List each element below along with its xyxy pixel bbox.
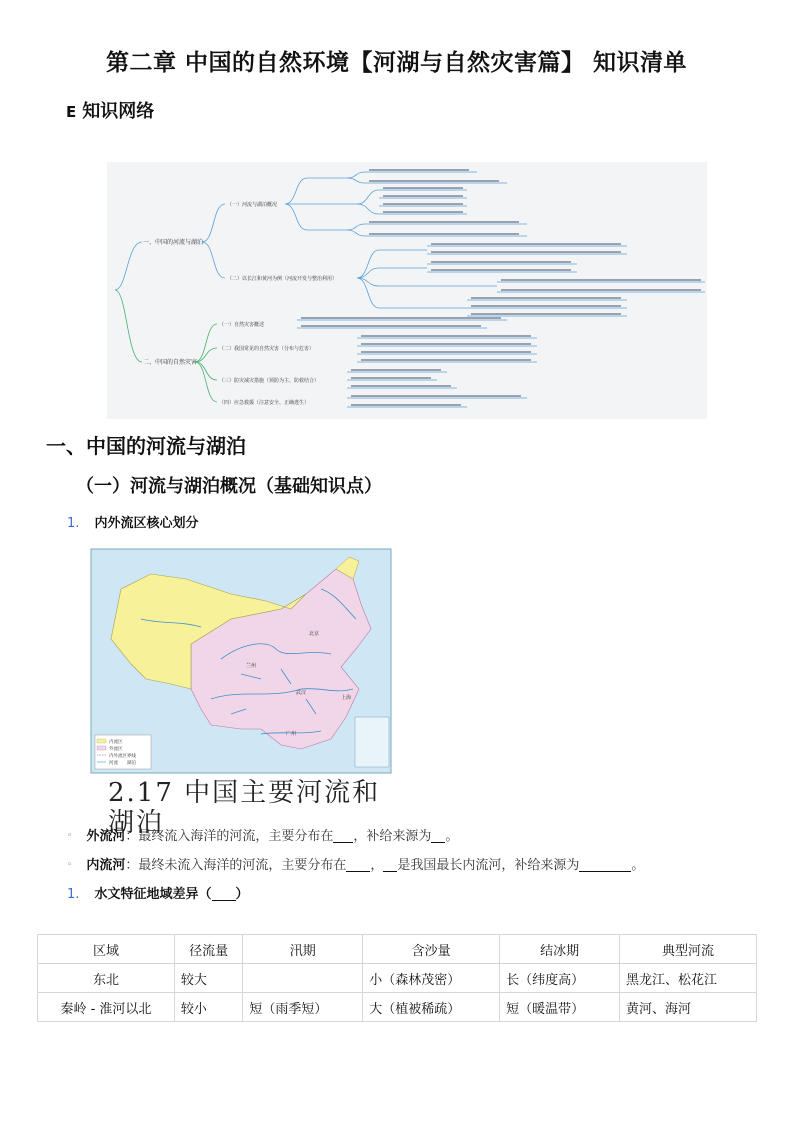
map-legend [95, 735, 151, 769]
subsection-heading: （一）河流与湖泊概况（基础知识点） [76, 476, 382, 497]
mindmap-sub-5: （三）防灾减灾措施（预防为主、防救结合） [219, 378, 320, 384]
blank [346, 857, 370, 872]
table-header: 典型河流 [619, 935, 756, 964]
bullet-dot-icon: ◦ [67, 831, 73, 841]
section-heading: 一、中国的河流与湖泊 [46, 434, 246, 458]
svg-text:兰州: 兰州 [246, 663, 257, 669]
list-item-2 [67, 883, 249, 902]
table-cell: 较大 [174, 964, 242, 993]
map-caption: 2.17 中国主要河流和湖泊 [108, 778, 381, 838]
mindmap-sub-1: （一）河流与湖泊概况 [227, 202, 278, 208]
mindmap-sub-4: （二）我国常见的自然灾害（分布与危害） [219, 346, 315, 352]
blank [383, 857, 397, 872]
mindmap-branch-disasters: 二、中国的自然灾害 [143, 359, 198, 366]
term-external-river: 外流河 [86, 829, 126, 844]
table-row [38, 993, 757, 1022]
table-header: 汛期 [243, 935, 363, 964]
mindmap-branch-rivers: 一、中国的河流与湖泊 [143, 239, 204, 246]
svg-text:湖泊: 湖泊 [127, 761, 136, 766]
svg-text:外流区: 外流区 [109, 747, 123, 752]
table-cell: 较小 [174, 993, 242, 1022]
table-cell: 大（植被稀疏） [363, 993, 500, 1022]
blank [333, 828, 353, 843]
table-header: 含沙量 [363, 935, 500, 964]
knowledge-mindmap [107, 162, 707, 419]
svg-text:武汉: 武汉 [296, 690, 307, 696]
table-cell: 短（雨季短） [243, 993, 363, 1022]
svg-text:河流: 河流 [109, 761, 118, 766]
table-row [38, 964, 757, 993]
bullet-dot-icon: ◦ [67, 860, 73, 870]
table-cell: 黑龙江、松花江 [619, 964, 756, 993]
table-cell: 黄河、海河 [619, 993, 756, 1022]
table-cell [243, 964, 363, 993]
table-cell: 短（暖温带） [500, 993, 620, 1022]
china-rivers-map [91, 549, 391, 773]
svg-text:内流区: 内流区 [109, 740, 123, 745]
svg-text:北京: 北京 [309, 631, 320, 637]
blank [212, 886, 236, 901]
blank [431, 828, 445, 843]
table-header: 径流量 [174, 935, 242, 964]
list-item-text: 内外流区核心划分 [94, 516, 199, 531]
table-cell: 秦岭 - 淮河以北 [38, 993, 175, 1022]
list-number: 1. [67, 887, 80, 902]
list-number: 1. [67, 516, 80, 531]
svg-text:广州: 广州 [286, 731, 297, 737]
bullet-internal-river: ◦ 内流河：最终未流入海洋的河流，主要分布在 ， 是我国最长内流河，补给来源为 。 [67, 858, 645, 873]
list-item-1 [67, 512, 199, 531]
table-cell: 东北 [38, 964, 175, 993]
heading-marker: E [66, 103, 77, 121]
table-header: 区域 [38, 935, 175, 964]
bullet-external-river: ◦ 外流河：最终流入海洋的河流，主要分布在 ，补给来源为 。 [67, 829, 459, 844]
term-internal-river: 内流河 [86, 858, 126, 873]
list-item-text: 水文特征地域差异（ ） [94, 887, 249, 902]
mindmap-sub-6: （四）应急救援（注意安全、正确逃生） [219, 400, 310, 406]
blank [579, 857, 631, 872]
table-header-row [38, 935, 757, 964]
page-title: 第二章 中国的自然环境【河湖与自然灾害篇】 知识清单 [105, 50, 687, 76]
svg-text:上海: 上海 [341, 695, 352, 701]
network-heading [66, 97, 154, 123]
svg-text:内外流区界线: 内外流区界线 [109, 754, 136, 759]
table-cell: 小（森林茂密） [363, 964, 500, 993]
mindmap-sub-2: （二）以长江和黄河为例（河流开发与整治利用） [227, 276, 338, 282]
hydrology-table [37, 934, 757, 1022]
table-header: 结冰期 [500, 935, 620, 964]
mindmap-sub-3: （一）自然灾害概述 [219, 322, 265, 328]
network-heading-text: 知识网络 [82, 101, 155, 122]
table-cell: 长（纬度高） [500, 964, 620, 993]
